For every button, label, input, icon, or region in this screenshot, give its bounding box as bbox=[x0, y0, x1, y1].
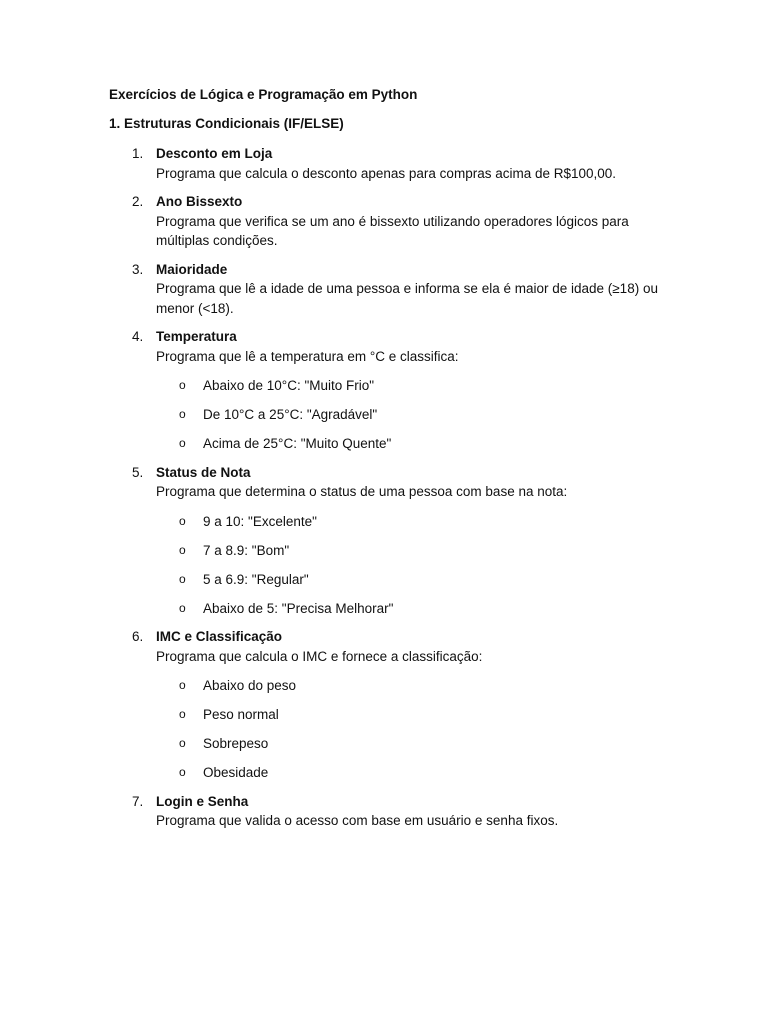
exercise-title: Desconto em Loja bbox=[156, 146, 273, 161]
bullet-icon: o bbox=[179, 513, 186, 528]
exercise-item bbox=[109, 144, 669, 183]
exercise-number: 3. bbox=[132, 261, 144, 277]
exercise-title: Status de Nota bbox=[156, 464, 251, 480]
sub-list-item bbox=[156, 763, 669, 783]
exercise-description: Programa que lê a temperatura em °C e classifica: bbox=[156, 348, 459, 364]
exercise-item bbox=[109, 192, 669, 251]
exercise-title: Maioridade bbox=[156, 261, 228, 277]
sub-list-item bbox=[156, 676, 669, 696]
sub-list bbox=[156, 376, 669, 454]
sub-item-text: Acima de 25°C: "Muito Quente" bbox=[203, 436, 392, 451]
exercise-item bbox=[109, 327, 669, 454]
exercise-number: 4. bbox=[132, 329, 144, 344]
bullet-icon: o bbox=[179, 542, 186, 557]
exercise-number: 1. bbox=[132, 146, 144, 161]
section-heading: 1. Estruturas Condicionais (IF/ELSE) bbox=[109, 116, 344, 131]
bullet-icon: o bbox=[179, 736, 186, 750]
bullet-icon: o bbox=[179, 678, 186, 692]
exercise-item bbox=[109, 792, 669, 831]
sub-item-text: De 10°C a 25°C: "Agradável" bbox=[203, 407, 378, 422]
exercise-title: Login e Senha bbox=[156, 793, 249, 809]
bullet-icon: o bbox=[179, 765, 186, 779]
exercise-title: Ano Bissexto bbox=[156, 194, 243, 209]
sub-list-item bbox=[156, 434, 669, 454]
exercise-item bbox=[109, 463, 669, 619]
document-title: Exercícios de Lógica e Programação em Python bbox=[109, 87, 418, 102]
exercise-description: Programa que calcula o desconto apenas para compras acima de R$100,00. bbox=[156, 165, 617, 181]
sub-list-item bbox=[156, 734, 669, 754]
exercise-number: 6. bbox=[132, 629, 144, 644]
exercise-description: Programa que verifica se um ano é bissexto utilizando operadores lógicos para múltiplas condições. bbox=[156, 213, 629, 248]
sub-item-text: Obesidade bbox=[203, 765, 269, 780]
sub-list-item bbox=[156, 705, 669, 725]
sub-list bbox=[156, 512, 669, 619]
sub-item-text: 9 a 10: "Excelente" bbox=[203, 513, 317, 529]
exercise-number: 2. bbox=[132, 194, 144, 209]
exercise-title: IMC e Classificação bbox=[156, 629, 283, 644]
exercise-item bbox=[109, 260, 669, 319]
sub-list-item bbox=[156, 405, 669, 425]
bullet-icon: o bbox=[179, 707, 186, 721]
sub-item-text: Abaixo de 5: "Precisa Melhorar" bbox=[203, 600, 394, 616]
bullet-icon: o bbox=[179, 407, 186, 421]
bullet-icon: o bbox=[179, 600, 186, 615]
sub-list-item bbox=[156, 541, 669, 561]
exercise-title: Temperatura bbox=[156, 329, 237, 344]
exercise-description: Programa que calcula o IMC e fornece a classificação: bbox=[156, 648, 483, 664]
bullet-icon: o bbox=[179, 436, 186, 450]
sub-item-text: 5 a 6.9: "Regular" bbox=[203, 571, 309, 587]
sub-list-item bbox=[156, 570, 669, 590]
exercise-item bbox=[109, 627, 669, 783]
sub-item-text: Abaixo do peso bbox=[203, 678, 297, 693]
bullet-icon: o bbox=[179, 571, 186, 586]
sub-item-text: Abaixo de 10°C: "Muito Frio" bbox=[203, 378, 375, 393]
sub-list bbox=[156, 676, 669, 783]
exercise-number: 5. bbox=[132, 464, 144, 480]
exercise-list bbox=[109, 144, 669, 840]
bullet-icon: o bbox=[179, 378, 186, 392]
sub-item-text: Peso normal bbox=[203, 707, 279, 722]
exercise-description: Programa que valida o acesso com base em usuário e senha fixos. bbox=[156, 813, 559, 828]
sub-item-text: 7 a 8.9: "Bom" bbox=[203, 542, 290, 558]
sub-list-item bbox=[156, 512, 669, 532]
exercise-number: 7. bbox=[132, 793, 144, 809]
sub-list-item bbox=[156, 599, 669, 619]
exercise-description: Programa que lê a idade de uma pessoa e informa se ela é maior de idade (≥18) ou menor (<18). bbox=[156, 281, 658, 316]
sub-item-text: Sobrepeso bbox=[203, 736, 269, 751]
sub-list-item bbox=[156, 376, 669, 396]
exercise-description: Programa que determina o status de uma pessoa com base na nota: bbox=[156, 484, 568, 499]
